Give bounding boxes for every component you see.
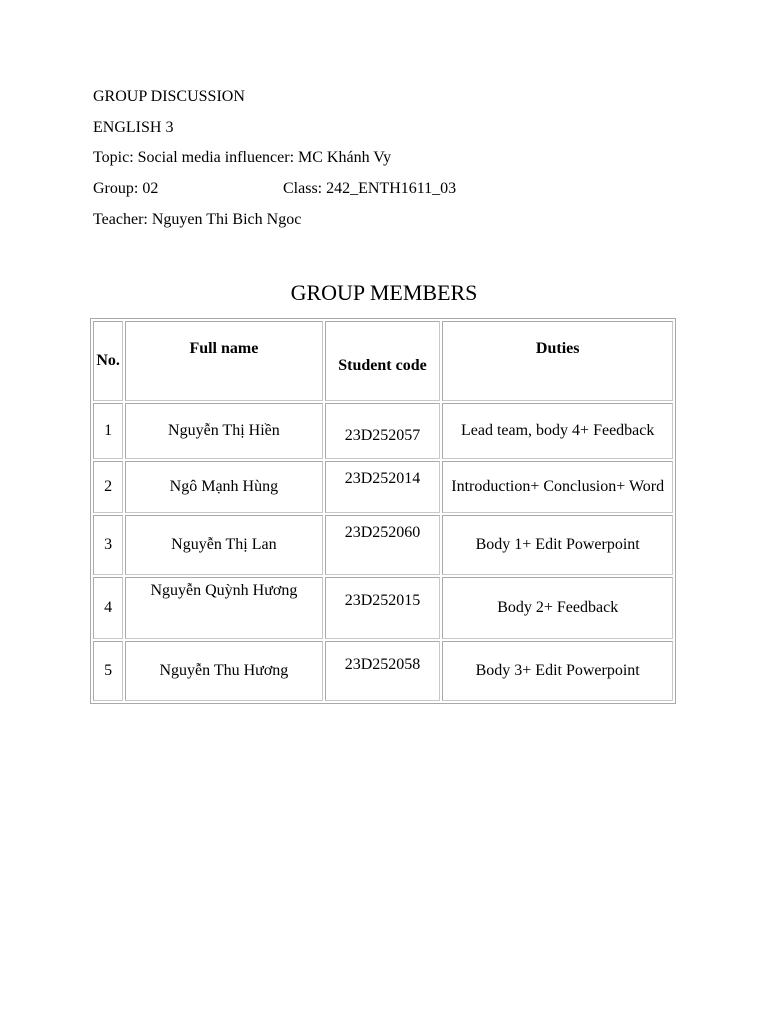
cell-full-name: Ngô Mạnh Hùng — [125, 461, 322, 513]
topic-line: Topic: Social media influencer: MC Khánh Vy — [93, 149, 392, 166]
teacher-line: Teacher: Nguyen Thi Bich Ngoc — [93, 211, 302, 228]
cell-no: 3 — [93, 515, 123, 575]
header-duties: Duties — [442, 321, 673, 401]
table-row — [93, 515, 673, 575]
cell-full-name: Nguyễn Thị Hiền — [125, 403, 322, 459]
header-student-code: Student code — [325, 321, 441, 401]
header-full-name: Full name — [125, 321, 322, 401]
cell-no: 2 — [93, 461, 123, 513]
cell-full-name: Nguyễn Thu Hương — [125, 641, 322, 701]
cell-full-name: Nguyễn Thị Lan — [125, 515, 322, 575]
cell-student-code: 23D252058 — [325, 641, 441, 701]
table-header-row — [93, 321, 673, 401]
cell-duties: Body 1+ Edit Powerpoint — [442, 515, 673, 575]
cell-no: 5 — [93, 641, 123, 701]
class-line: Class: 242_ENTH1611_03 — [283, 180, 457, 197]
cell-duties: Body 3+ Edit Powerpoint — [442, 641, 673, 701]
header-no: No. — [93, 321, 123, 401]
cell-full-name: Nguyễn Quỳnh Hương — [125, 577, 322, 639]
cell-student-code: 23D252015 — [325, 577, 441, 639]
table-row — [93, 577, 673, 639]
table-row — [93, 641, 673, 701]
document-heading: GROUP DISCUSSION — [93, 88, 245, 105]
table-row — [93, 461, 673, 513]
cell-student-code: 23D252060 — [325, 515, 441, 575]
cell-no: 4 — [93, 577, 123, 639]
section-title: GROUP MEMBERS — [290, 280, 478, 305]
cell-student-code: 23D252057 — [325, 403, 441, 459]
cell-duties: Lead team, body 4+ Feedback — [442, 403, 673, 459]
members-table — [90, 318, 676, 704]
course-name: ENGLISH 3 — [93, 119, 174, 136]
group-line: Group: 02 — [93, 180, 159, 197]
cell-no: 1 — [93, 403, 123, 459]
cell-duties: Body 2+ Feedback — [442, 577, 673, 639]
cell-student-code: 23D252014 — [325, 461, 441, 513]
cell-duties: Introduction+ Conclusion+ Word — [442, 461, 673, 513]
table-row — [93, 403, 673, 459]
